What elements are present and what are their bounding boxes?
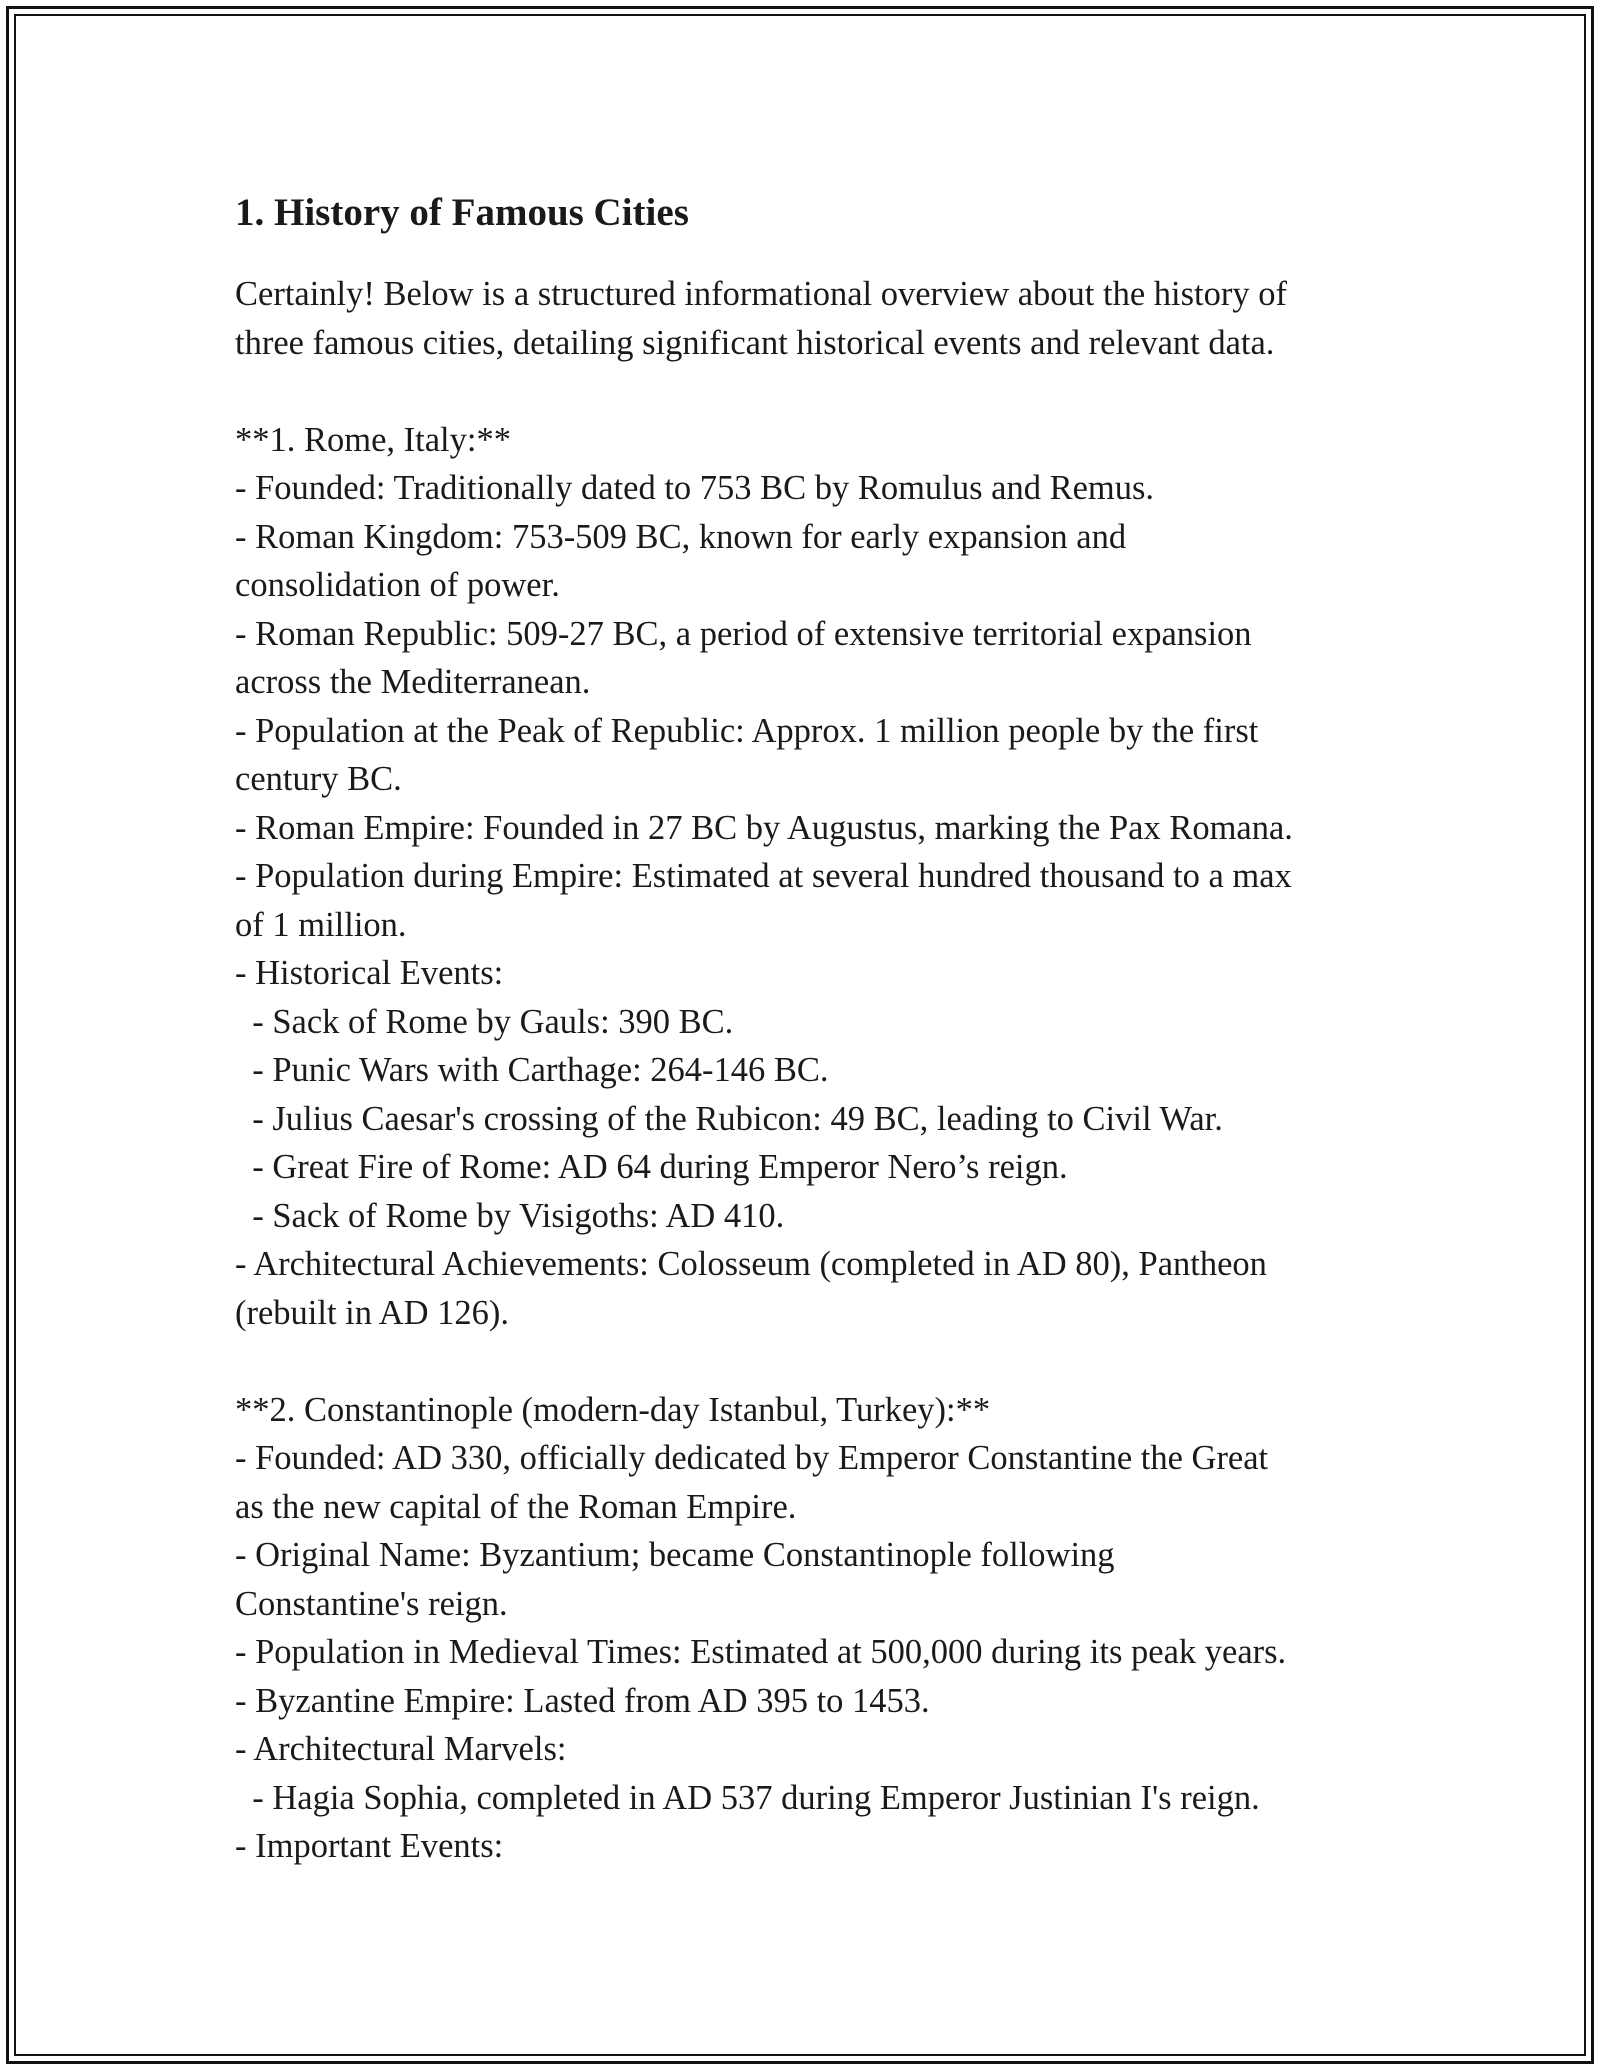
text-line: - Julius Caesar's crossing of the Rubicon: 49 BC, leading to Civil War.	[235, 1099, 1223, 1138]
text-line: - Sack of Rome by Visigoths: AD 410.	[235, 1196, 785, 1235]
text-line: consolidation of power.	[235, 566, 560, 604]
document-lines	[235, 367, 1385, 1871]
text-line: (rebuilt in AD 126).	[235, 1293, 510, 1332]
text-line: - Founded: AD 330, officially dedicated by Emperor Constantine the Great	[235, 1439, 1269, 1477]
text-line: - Roman Republic: 509-27 BC, a period of extensive territorial expansion	[235, 614, 1252, 653]
text-line: **1. Rome, Italy:**	[235, 420, 511, 459]
text-line: - Punic Wars with Carthage: 264-146 BC.	[235, 1051, 829, 1089]
text-line: - Byzantine Empire: Lasted from AD 395 to 1453.	[235, 1681, 930, 1720]
intro-paragraph	[235, 270, 1385, 367]
text-line: - Population in Medieval Times: Estimated at 500,000 during its peak years.	[235, 1633, 1287, 1671]
text-line: - Sack of Rome by Gauls: 390 BC.	[235, 1002, 734, 1041]
text-line: - Architectural Marvels:	[235, 1730, 567, 1768]
blank-line	[235, 1337, 1385, 1386]
intro-line: Certainly! Below is a structured informational overview about the history of	[235, 275, 1287, 313]
text-line: - Hagia Sophia, completed in AD 537 during Emperor Justinian I's reign.	[235, 1778, 1260, 1817]
text-line: - Roman Empire: Founded in 27 BC by Augustus, marking the Pax Romana.	[235, 808, 1293, 847]
text-line: - Important Events:	[235, 1827, 504, 1865]
document-body	[235, 186, 1385, 1871]
intro-line: three famous cities, detailing significant historical events and relevant data.	[235, 323, 1275, 362]
text-line: - Population at the Peak of Republic: Approx. 1 million people by the first	[235, 711, 1259, 750]
text-line: of 1 million.	[235, 905, 407, 944]
text-line: - Roman Kingdom: 753-509 BC, known for early expansion and	[235, 517, 1127, 556]
document-heading: 1. History of Famous Cities	[235, 191, 689, 234]
text-line: - Original Name: Byzantium; became Constantinople following	[235, 1536, 1115, 1574]
text-line: - Founded: Traditionally dated to 753 BC by Romulus and Remus.	[235, 469, 1155, 507]
text-line: **2. Constantinople (modern-day Istanbul, Turkey):**	[235, 1390, 991, 1429]
text-line: - Population during Empire: Estimated at several hundred thousand to a max	[235, 857, 1292, 895]
text-line: as the new capital of the Roman Empire.	[235, 1487, 797, 1526]
text-line: across the Mediterranean.	[235, 663, 591, 701]
text-line: - Great Fire of Rome: AD 64 during Emperor Nero’s reign.	[235, 1148, 1068, 1186]
text-line: - Historical Events:	[235, 954, 504, 992]
blank-line	[235, 367, 1385, 416]
text-line: Constantine's reign.	[235, 1584, 508, 1623]
text-line: century BC.	[235, 760, 402, 798]
text-line: - Architectural Achievements: Colosseum (completed in AD 80), Pantheon	[235, 1245, 1267, 1283]
